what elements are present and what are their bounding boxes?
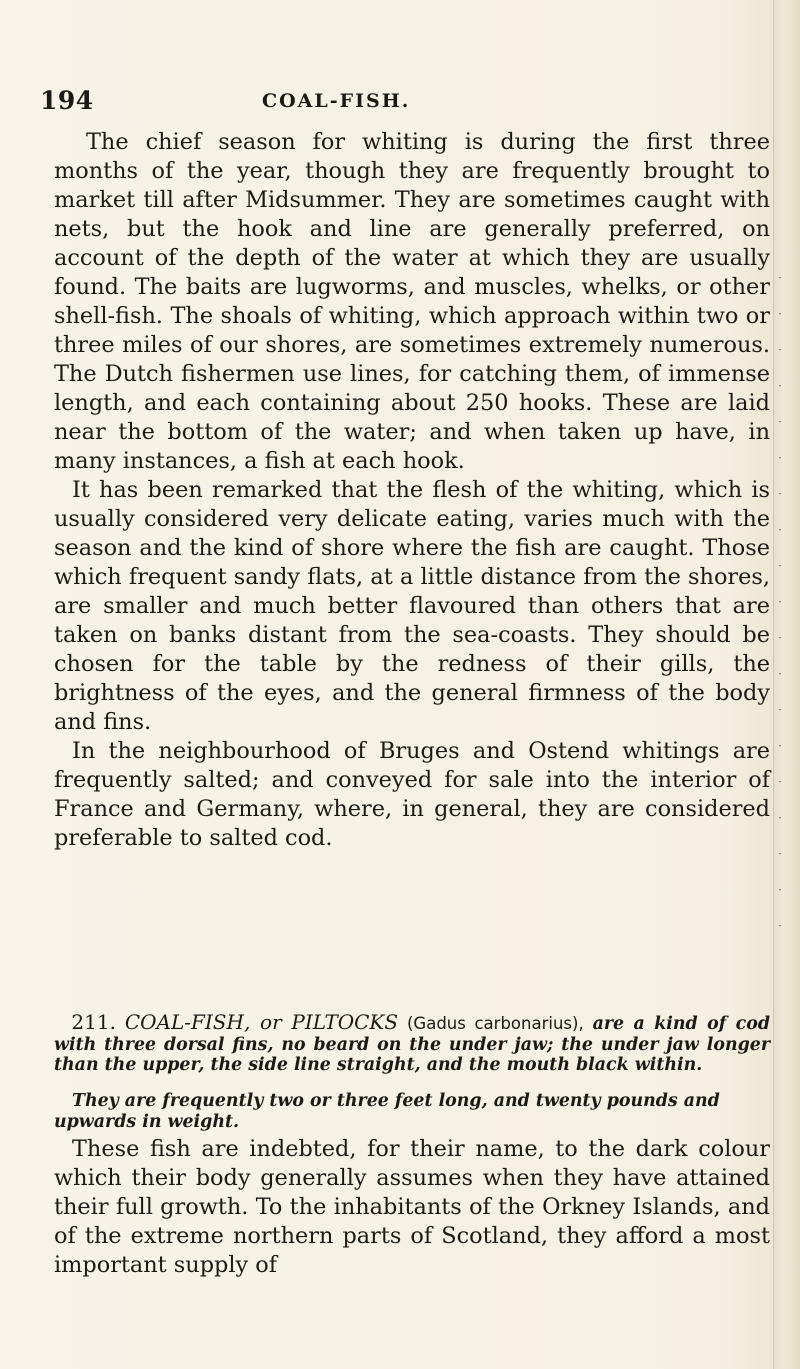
paragraph-whiting-flesh: It has been remarked that the flesh of the whiting, which is usually considered very delicate eating, varies much with the season and the kind of shore where the fish are caught. Those which frequent sandy flats, at a little distance from the shores, are smaller and much better flavoured than others that are taken on banks distant from the sea-coasts. They should be chosen for the table by the redness of their gills, the brightness of the eyes, and the general firmness of the body and fins. <box>54 477 770 735</box>
page-header <box>40 86 760 122</box>
entry-latin-name: (Gadus carbonarius), <box>407 1014 584 1033</box>
paragraph-whiting-season: The chief season for whiting is during the first three months of the year, though they are frequently brought to market till after Midsummer. They are sometimes caught with nets, but the hook and line are generally preferred, on account of the depth of the water at which they are usually found. The baits are lugworms, and muscles, whelks, or other shell-fish. The shoals of whiting, which approach within two or three miles of our shores, are sometimes extremely numerous. The Dutch fishermen use lines, for catching them, of immense length, and each containing about 250 hooks. These are laid near the bottom of the water; and when taken up have, in many instances, a fish at each hook. <box>54 129 770 474</box>
entry-number: 211. <box>71 1010 116 1034</box>
entry-description: are a kind of cod with three dorsal fins, no beard on the under jaw; the under jaw longer than the upper, the side line straight, and the mouth black within. <box>54 1014 771 1075</box>
entry-size: They are frequently two or three feet long, and twenty pounds and upwards in weight. <box>54 1091 720 1132</box>
entry-coal-fish <box>54 1012 770 1076</box>
adjacent-page-edge <box>773 0 800 1369</box>
paragraph-bruges-ostend: In the neighbourhood of Bruges and Ostend whitings are frequently salted; and conveyed for sale into the interior of France and Germany, where, in general, they are considered preferable to salted cod. <box>54 738 770 851</box>
body-text <box>54 128 770 853</box>
entry-name: COAL-FISH, or PILTOCKS <box>124 1010 399 1034</box>
edge-marks: · · · · · · · · · · · · · · · · · · · <box>778 271 782 933</box>
running-head: COAL-FISH. <box>262 90 411 112</box>
page-number: 194 <box>40 86 94 115</box>
closing-text <box>54 1135 770 1280</box>
paragraph-coal-fish-name: These fish are indebted, for their name, to the dark colour which their body generally assumes when they have attained their full growth. To the inhabitants of the Orkney Islands, and of the extreme northern parts of Scotland, they afford a most important supply of <box>54 1136 770 1278</box>
